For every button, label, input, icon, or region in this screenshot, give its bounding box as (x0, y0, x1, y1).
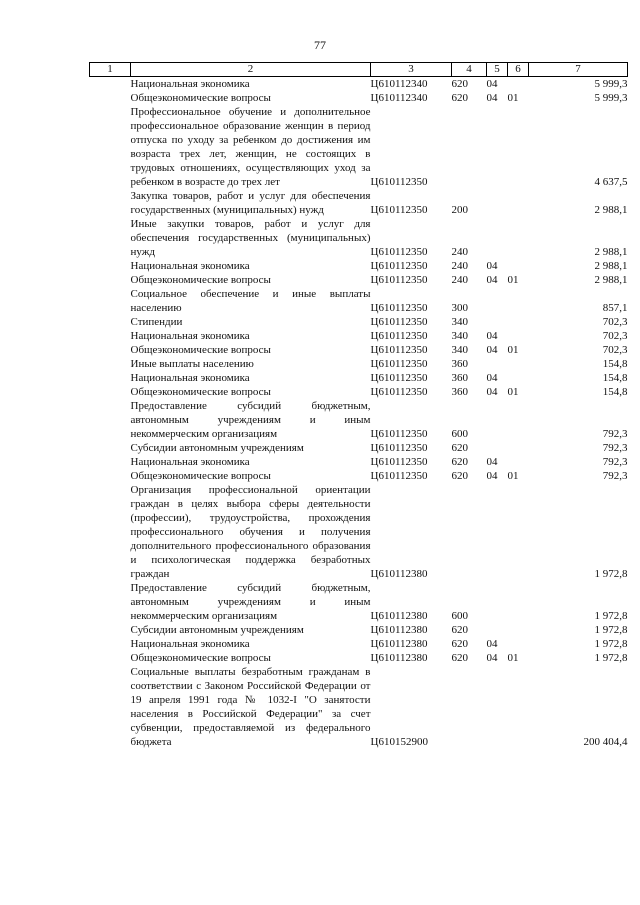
row-number-cell (90, 105, 131, 189)
row-subsection (508, 581, 529, 623)
row-name: Субсидии автономным учреждениям (130, 624, 304, 636)
row-subsection (508, 287, 529, 315)
row-number-cell (90, 189, 131, 217)
row-amount: 2 988,1 (594, 204, 628, 216)
row-number-cell (90, 217, 131, 259)
row-amount: 2 988,1 (594, 260, 628, 272)
row-expense-type: 620 (451, 652, 468, 664)
row-expense-type: 360 (451, 358, 468, 370)
row-target-code: Ц610112380 (370, 624, 428, 636)
row-target-code: Ц610112350 (370, 176, 428, 188)
row-section (487, 441, 508, 455)
table-row (90, 189, 628, 217)
row-subsection (508, 315, 529, 329)
row-amount: 4 637,5 (594, 176, 628, 188)
row-target-code: Ц610112350 (370, 274, 428, 286)
row-section: 04 (486, 470, 498, 482)
row-section (487, 189, 508, 217)
row-subsection (508, 399, 529, 441)
row-amount: 5 999,3 (594, 92, 628, 104)
row-number-cell (90, 259, 131, 273)
row-section: 04 (486, 274, 498, 286)
row-number-cell (90, 329, 131, 343)
column-header-2: 2 (131, 63, 371, 77)
table-row (90, 287, 628, 315)
row-name: Профессиональное обучение и дополнительное профессиональное образование женщин в период отпуска по уходу за ребенком до достижения им возраста трех лет, женщин, не состоящих в трудовых отношениях, осуществляющих уход за ребенком в возрасте до трех лет (130, 106, 371, 188)
row-amount: 792,3 (602, 470, 628, 482)
row-amount: 2 988,1 (594, 246, 628, 258)
table-row (90, 105, 628, 189)
row-subsection (508, 357, 529, 371)
row-name: Предоставление субсидий бюджетным, автономным учреждениям и иным некоммерческим организациям (130, 400, 371, 440)
table-row (90, 77, 628, 92)
row-amount: 1 972,8 (594, 610, 628, 622)
row-target-code: Ц610112350 (370, 302, 428, 314)
row-subsection: 01 (507, 470, 519, 482)
row-amount: 792,3 (602, 442, 628, 454)
row-name: Национальная экономика (130, 260, 250, 272)
budget-table-body (90, 77, 628, 750)
table-row (90, 259, 628, 273)
row-expense-type: 620 (451, 456, 468, 468)
table-row (90, 371, 628, 385)
row-subsection (508, 455, 529, 469)
row-expense-type: 360 (451, 372, 468, 384)
row-expense-type: 620 (451, 92, 468, 104)
row-section (487, 483, 508, 581)
row-amount: 702,3 (602, 330, 628, 342)
table-row (90, 343, 628, 357)
row-number-cell (90, 287, 131, 315)
row-target-code: Ц610112380 (370, 652, 428, 664)
row-target-code: Ц610112350 (370, 204, 428, 216)
row-section: 04 (486, 78, 498, 90)
table-row (90, 91, 628, 105)
row-section: 04 (486, 372, 498, 384)
row-target-code: Ц610112350 (370, 358, 428, 370)
row-number-cell (90, 315, 131, 329)
row-section: 04 (486, 652, 498, 664)
row-name: Иные закупки товаров, работ и услуг для обеспечения государственных (муниципальных) нужд (130, 218, 371, 258)
row-name: Национальная экономика (130, 456, 250, 468)
row-target-code: Ц610152900 (370, 736, 428, 748)
row-target-code: Ц610112350 (370, 428, 428, 440)
row-target-code: Ц610112350 (370, 386, 428, 398)
row-subsection (508, 483, 529, 581)
row-subsection (508, 259, 529, 273)
row-expense-type: 240 (451, 260, 468, 272)
row-subsection: 01 (507, 652, 519, 664)
row-name: Национальная экономика (130, 78, 250, 90)
row-amount: 1 972,8 (594, 568, 628, 580)
row-name: Общеэкономические вопросы (130, 652, 271, 664)
row-name: Предоставление субсидий бюджетным, автономным учреждениям и иным некоммерческим организациям (130, 582, 371, 622)
table-row (90, 441, 628, 455)
row-number-cell (90, 399, 131, 441)
row-section (487, 217, 508, 259)
row-expense-type: 240 (451, 274, 468, 286)
row-number-cell (90, 623, 131, 637)
row-subsection (508, 371, 529, 385)
row-expense-type: 300 (451, 302, 468, 314)
row-subsection: 01 (507, 386, 519, 398)
row-subsection: 01 (507, 274, 519, 286)
row-name: Общеэкономические вопросы (130, 92, 271, 104)
row-name: Иные выплаты населению (130, 358, 254, 370)
budget-table (89, 62, 628, 749)
row-number-cell (90, 441, 131, 455)
row-amount: 2 988,1 (594, 274, 628, 286)
row-section (487, 623, 508, 637)
column-header-5: 5 (487, 63, 508, 77)
column-header-6: 6 (508, 63, 529, 77)
row-section: 04 (486, 638, 498, 650)
row-number-cell (90, 273, 131, 287)
row-subsection (508, 637, 529, 651)
row-name: Социальные выплаты безработным гражданам в соответствии с Законом Российской Федерации от 19 апреля 1991 года № 1032-I "О занятости населения в Российской Федерации" за счет субвенции, предоставляемой из федерального бюджета (130, 666, 371, 748)
row-expense-type: 200 (451, 204, 468, 216)
row-section (487, 315, 508, 329)
row-number-cell (90, 77, 131, 92)
row-number-cell (90, 385, 131, 399)
row-subsection (508, 329, 529, 343)
row-target-code: Ц610112350 (370, 442, 428, 454)
table-row (90, 665, 628, 749)
table-row (90, 483, 628, 581)
row-section: 04 (486, 92, 498, 104)
row-number-cell (90, 637, 131, 651)
row-number-cell (90, 483, 131, 581)
row-section: 04 (486, 260, 498, 272)
row-amount: 1 972,8 (594, 638, 628, 650)
row-target-code: Ц610112350 (370, 456, 428, 468)
row-number-cell (90, 665, 131, 749)
row-target-code: Ц610112340 (370, 78, 428, 90)
row-number-cell (90, 581, 131, 623)
table-row (90, 315, 628, 329)
row-target-code: Ц610112380 (370, 638, 428, 650)
row-expense-type: 240 (451, 246, 468, 258)
table-row (90, 651, 628, 665)
row-target-code: Ц610112350 (370, 316, 428, 328)
row-subsection: 01 (507, 344, 519, 356)
row-number-cell (90, 343, 131, 357)
row-expense-type (452, 665, 487, 749)
row-section (487, 399, 508, 441)
table-row (90, 623, 628, 637)
row-subsection (508, 623, 529, 637)
row-target-code: Ц610112350 (370, 246, 428, 258)
row-section: 04 (486, 344, 498, 356)
column-header-1: 1 (90, 63, 131, 77)
table-row (90, 385, 628, 399)
row-expense-type (452, 105, 487, 189)
row-target-code: Ц610112380 (370, 610, 428, 622)
row-target-code: Ц610112350 (370, 344, 428, 356)
row-name: Общеэкономические вопросы (130, 470, 271, 482)
row-number-cell (90, 469, 131, 483)
row-amount: 792,3 (602, 428, 628, 440)
row-name: Национальная экономика (130, 638, 250, 650)
row-expense-type: 620 (451, 624, 468, 636)
column-header-3: 3 (371, 63, 452, 77)
row-target-code: Ц610112350 (370, 470, 428, 482)
row-expense-type: 340 (451, 344, 468, 356)
row-expense-type (452, 483, 487, 581)
table-row (90, 329, 628, 343)
table-row (90, 469, 628, 483)
row-subsection (508, 217, 529, 259)
row-expense-type: 620 (451, 442, 468, 454)
row-subsection (508, 665, 529, 749)
row-target-code: Ц610112380 (370, 568, 428, 580)
row-name: Социальное обеспечение и иные выплаты населению (130, 288, 371, 314)
row-amount: 857,1 (602, 302, 628, 314)
row-amount: 1 972,8 (594, 624, 628, 636)
table-row (90, 637, 628, 651)
row-expense-type: 620 (451, 638, 468, 650)
row-subsection (508, 77, 529, 92)
table-row (90, 273, 628, 287)
row-subsection: 01 (507, 92, 519, 104)
row-amount: 792,3 (602, 456, 628, 468)
row-section (487, 287, 508, 315)
table-header-row (90, 63, 628, 77)
row-expense-type: 360 (451, 386, 468, 398)
row-name: Закупка товаров, работ и услуг для обеспечения государственных (муниципальных) нужд (130, 190, 371, 216)
row-name: Общеэкономические вопросы (130, 344, 271, 356)
table-row (90, 455, 628, 469)
row-number-cell (90, 91, 131, 105)
row-expense-type: 620 (451, 470, 468, 482)
row-expense-type: 340 (451, 330, 468, 342)
row-section: 04 (486, 330, 498, 342)
row-expense-type: 340 (451, 316, 468, 328)
row-target-code: Ц610112350 (370, 260, 428, 272)
row-amount: 5 999,3 (594, 78, 628, 90)
row-expense-type: 600 (451, 610, 468, 622)
row-name: Организация профессиональной ориентации граждан в целях выбора сферы деятельности (профессии), трудоустройства, прохождения профессионального обучения и получения дополнительного профессионального образования и психологическая поддержка безработных граждан (130, 484, 371, 580)
row-amount: 1 972,8 (594, 652, 628, 664)
row-amount: 200 404,4 (583, 736, 628, 748)
page-number: 77 (314, 38, 326, 52)
table-row (90, 357, 628, 371)
row-expense-type: 620 (451, 78, 468, 90)
row-subsection (508, 189, 529, 217)
row-subsection (508, 105, 529, 189)
row-number-cell (90, 455, 131, 469)
row-target-code: Ц610112350 (370, 372, 428, 384)
row-number-cell (90, 357, 131, 371)
row-target-code: Ц610112350 (370, 330, 428, 342)
row-section: 04 (486, 456, 498, 468)
table-row (90, 217, 628, 259)
row-name: Стипендии (130, 316, 183, 328)
table-row (90, 399, 628, 441)
table-row (90, 581, 628, 623)
row-section (487, 665, 508, 749)
row-name: Общеэкономические вопросы (130, 386, 271, 398)
row-number-cell (90, 371, 131, 385)
row-amount: 154,8 (602, 372, 628, 384)
row-name: Национальная экономика (130, 372, 250, 384)
row-amount: 154,8 (602, 386, 628, 398)
row-name: Общеэкономические вопросы (130, 274, 271, 286)
row-section: 04 (486, 386, 498, 398)
row-name: Субсидии автономным учреждениям (130, 442, 304, 454)
column-header-7: 7 (529, 63, 628, 77)
row-section (487, 357, 508, 371)
row-target-code: Ц610112340 (370, 92, 428, 104)
row-expense-type: 600 (451, 428, 468, 440)
row-subsection (508, 441, 529, 455)
row-amount: 702,3 (602, 344, 628, 356)
row-amount: 154,8 (602, 358, 628, 370)
column-header-4: 4 (452, 63, 487, 77)
row-section (487, 581, 508, 623)
row-amount: 702,3 (602, 316, 628, 328)
row-number-cell (90, 651, 131, 665)
row-name: Национальная экономика (130, 330, 250, 342)
row-section (487, 105, 508, 189)
